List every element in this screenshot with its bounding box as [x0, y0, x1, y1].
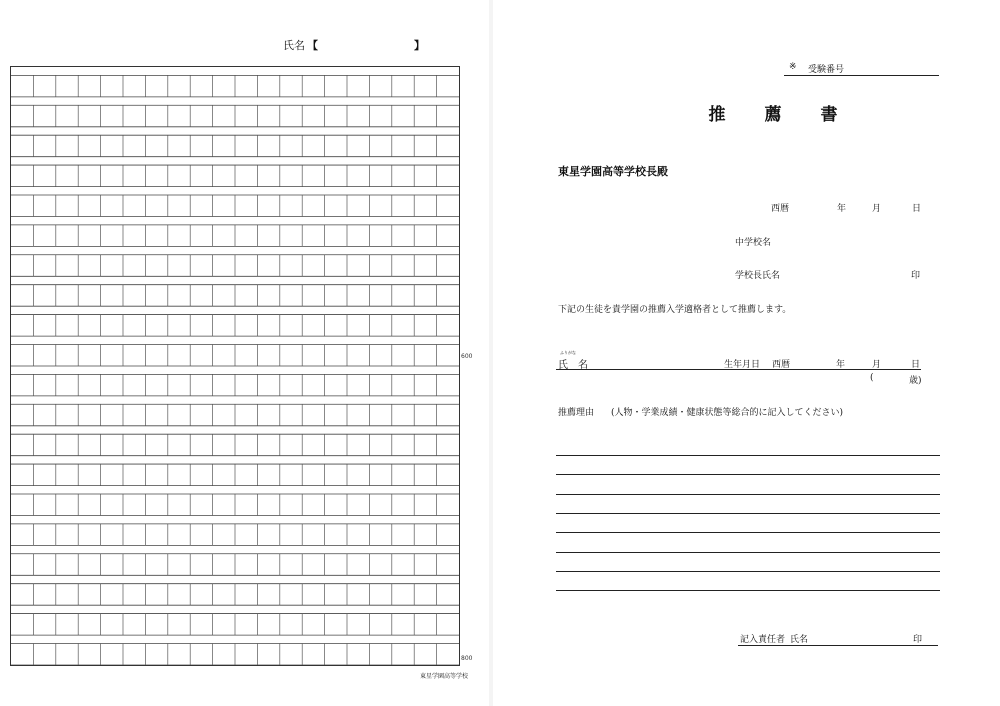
- writer-label: 記入責任者: [740, 635, 786, 645]
- writer-name-label: 氏名: [790, 635, 809, 645]
- exam-mark: ※: [789, 62, 797, 72]
- manuscript-grid: [10, 66, 460, 666]
- exam-number-field[interactable]: [784, 75, 939, 76]
- grid-svg: [11, 67, 459, 665]
- reason-line[interactable]: [556, 552, 940, 553]
- count-800-label: 800: [461, 655, 473, 662]
- month-label: 月: [872, 204, 882, 214]
- writer-seal-mark: 印: [913, 635, 923, 645]
- reason-line[interactable]: [556, 590, 940, 591]
- reason-label: 推薦理由: [558, 408, 595, 418]
- dob-day-label: 日: [911, 360, 921, 370]
- reason-note: (人物・学業成績・健康状態等総合的に記入してください): [611, 408, 844, 418]
- exam-number-label: 受験番号: [808, 65, 845, 75]
- age-close: 歳): [909, 376, 922, 386]
- page-fold: [489, 0, 493, 706]
- reason-line[interactable]: [556, 455, 940, 456]
- title-char: 書: [820, 105, 844, 125]
- name-label: 氏名: [283, 39, 305, 52]
- statement-text: 下記の生徒を貴学園の推薦入学適格者として推薦します。: [558, 305, 792, 315]
- year-label: 年: [837, 204, 847, 214]
- dob-year-label: 年: [836, 360, 846, 370]
- name-header: [283, 37, 425, 53]
- title-char: 薦: [764, 105, 788, 125]
- seal-mark: 印: [911, 271, 921, 281]
- dob-label: 生年月日: [724, 360, 761, 370]
- bracket-close: 】: [414, 39, 425, 52]
- reason-line[interactable]: [556, 571, 940, 572]
- day-label: 日: [912, 204, 922, 214]
- jhs-name-label: 中学校名: [735, 238, 772, 248]
- reason-line[interactable]: [556, 494, 940, 495]
- dob-month-label: 月: [872, 360, 882, 370]
- reason-line[interactable]: [556, 532, 940, 533]
- reason-line[interactable]: [556, 474, 940, 475]
- title-char: 推: [708, 105, 732, 125]
- school-footer: 東星学園高等学校: [420, 673, 469, 680]
- principal-name-label: 学校長氏名: [735, 271, 781, 281]
- student-line[interactable]: [556, 369, 921, 370]
- dob-era-label: 西暦: [772, 360, 791, 370]
- era-label: 西暦: [771, 204, 790, 214]
- writer-signature-line[interactable]: [738, 645, 938, 646]
- reason-line[interactable]: [556, 513, 940, 514]
- age-open: (: [870, 373, 874, 383]
- bracket-open: 【: [307, 39, 318, 52]
- student-name-label: 氏名: [558, 360, 598, 371]
- recommendation-form: [494, 0, 1000, 706]
- furigana-label: ふりがな: [560, 350, 576, 355]
- document-title: [692, 100, 860, 125]
- addressee: 東星学園高等学校長殿: [558, 165, 668, 178]
- count-600-label: 600: [461, 353, 473, 360]
- manuscript-page: [0, 0, 488, 706]
